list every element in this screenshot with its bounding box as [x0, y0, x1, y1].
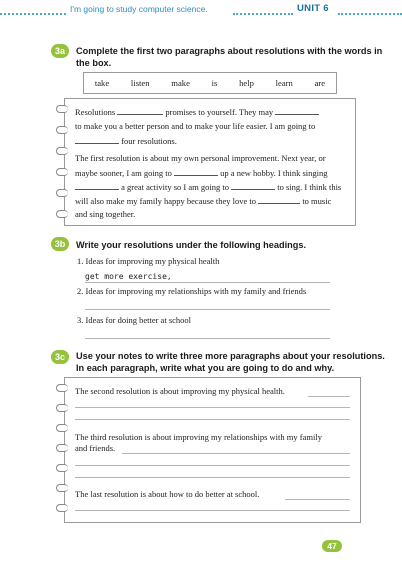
answer-line[interactable]: [75, 407, 350, 408]
answer-line[interactable]: [75, 419, 350, 420]
notebook-ring: [56, 105, 68, 113]
paragraph2-line1: The first resolution is about my own personal improvement. Next year, or: [75, 153, 326, 163]
answer-line[interactable]: [75, 510, 350, 511]
answer-line[interactable]: [122, 453, 350, 454]
answer-line[interactable]: [75, 477, 350, 478]
header-dots-right: [338, 13, 402, 15]
answer-line[interactable]: [75, 465, 350, 466]
answer-line[interactable]: [285, 499, 350, 500]
header-dots-left: [0, 13, 66, 15]
blank-7[interactable]: [258, 195, 300, 204]
answer-line[interactable]: [308, 396, 350, 397]
instruction-3a-line1: Complete the first two paragraphs about resolutions with the words in: [76, 46, 383, 56]
answer-line[interactable]: [85, 282, 330, 283]
paragraph2-line3: a great activity so I am going to to sing. I think this: [75, 181, 341, 193]
word-help: help: [239, 78, 254, 88]
word-box: [83, 72, 337, 94]
word-is: is: [211, 78, 218, 88]
exercise-badge-3a: 3a: [51, 44, 69, 58]
blank-5[interactable]: [75, 181, 119, 190]
unit-label: UNIT 6: [297, 3, 329, 14]
word-are: are: [314, 78, 326, 88]
notebook-ring: [56, 168, 68, 176]
notebook-ring: [56, 126, 68, 134]
paragraph-second-resolution: The second resolution is about improving my physical health.: [75, 386, 285, 396]
answer-line[interactable]: [85, 338, 330, 339]
paragraph2-line5: and sing together.: [75, 209, 136, 219]
blank-3[interactable]: [75, 135, 119, 144]
paragraph-third-resolution-line1: The third resolution is about improving my relationships with my family: [75, 432, 322, 442]
word-make: make: [171, 78, 190, 88]
answer-physical-health[interactable]: get more exercise,: [85, 272, 172, 281]
notebook-ring: [56, 444, 68, 452]
running-title: I'm going to study computer science.: [70, 4, 208, 14]
page-number: 47: [322, 540, 342, 552]
notebook-ring: [56, 504, 68, 512]
word-listen: listen: [130, 78, 150, 88]
notebook-ring: [56, 424, 68, 432]
word-take: take: [94, 78, 110, 88]
notebook-ring: [56, 147, 68, 155]
answer-line[interactable]: [85, 309, 330, 310]
notebook-ring: [56, 189, 68, 197]
notebook-ring: [56, 384, 68, 392]
notebook-ring: [56, 404, 68, 412]
exercise-badge-3c: 3c: [51, 350, 69, 364]
instruction-3b: Write your resolutions under the following headings.: [76, 240, 307, 250]
header-dots-mid: [233, 13, 293, 15]
paragraph2-line2: maybe sooner, I am going to up a new hobby. I think singing: [75, 168, 328, 178]
notebook-ring: [56, 464, 68, 472]
notebook-ring: [56, 484, 68, 492]
paragraph1-line1: Resolutions promises to yourself. They may: [75, 106, 319, 118]
notebook-ring: [56, 210, 68, 218]
paragraph1-line3: four resolutions.: [75, 135, 177, 147]
blank-4[interactable]: [174, 167, 218, 176]
heading-school: 3. Ideas for doing better at school: [77, 315, 192, 325]
paragraph-third-resolution-line2: and friends.: [75, 443, 116, 453]
blank-6[interactable]: [231, 181, 275, 190]
paragraph1-line2: to make you a better person and to make your life easier. I am going to: [75, 121, 316, 131]
blank-1[interactable]: [117, 106, 163, 115]
instruction-3a-line2: the box.: [76, 58, 112, 68]
heading-physical-health: 1. Ideas for improving my physical health: [77, 256, 220, 266]
heading-relationships: 2. Ideas for improving my relationships with my family and friends: [77, 286, 307, 296]
word-learn: learn: [275, 78, 293, 88]
paragraph2-line4: will also make my family happy because they love to to music: [75, 196, 332, 206]
blank-2[interactable]: [275, 106, 319, 115]
exercise-badge-3b: 3b: [51, 237, 69, 251]
instruction-3c-line2: In each paragraph, write what you are going to do and why.: [76, 363, 335, 373]
paragraph-last-resolution: The last resolution is about how to do better at school.: [75, 489, 260, 499]
instruction-3c-line1: Use your notes to write three more paragraphs about your resolutions.: [76, 351, 385, 361]
